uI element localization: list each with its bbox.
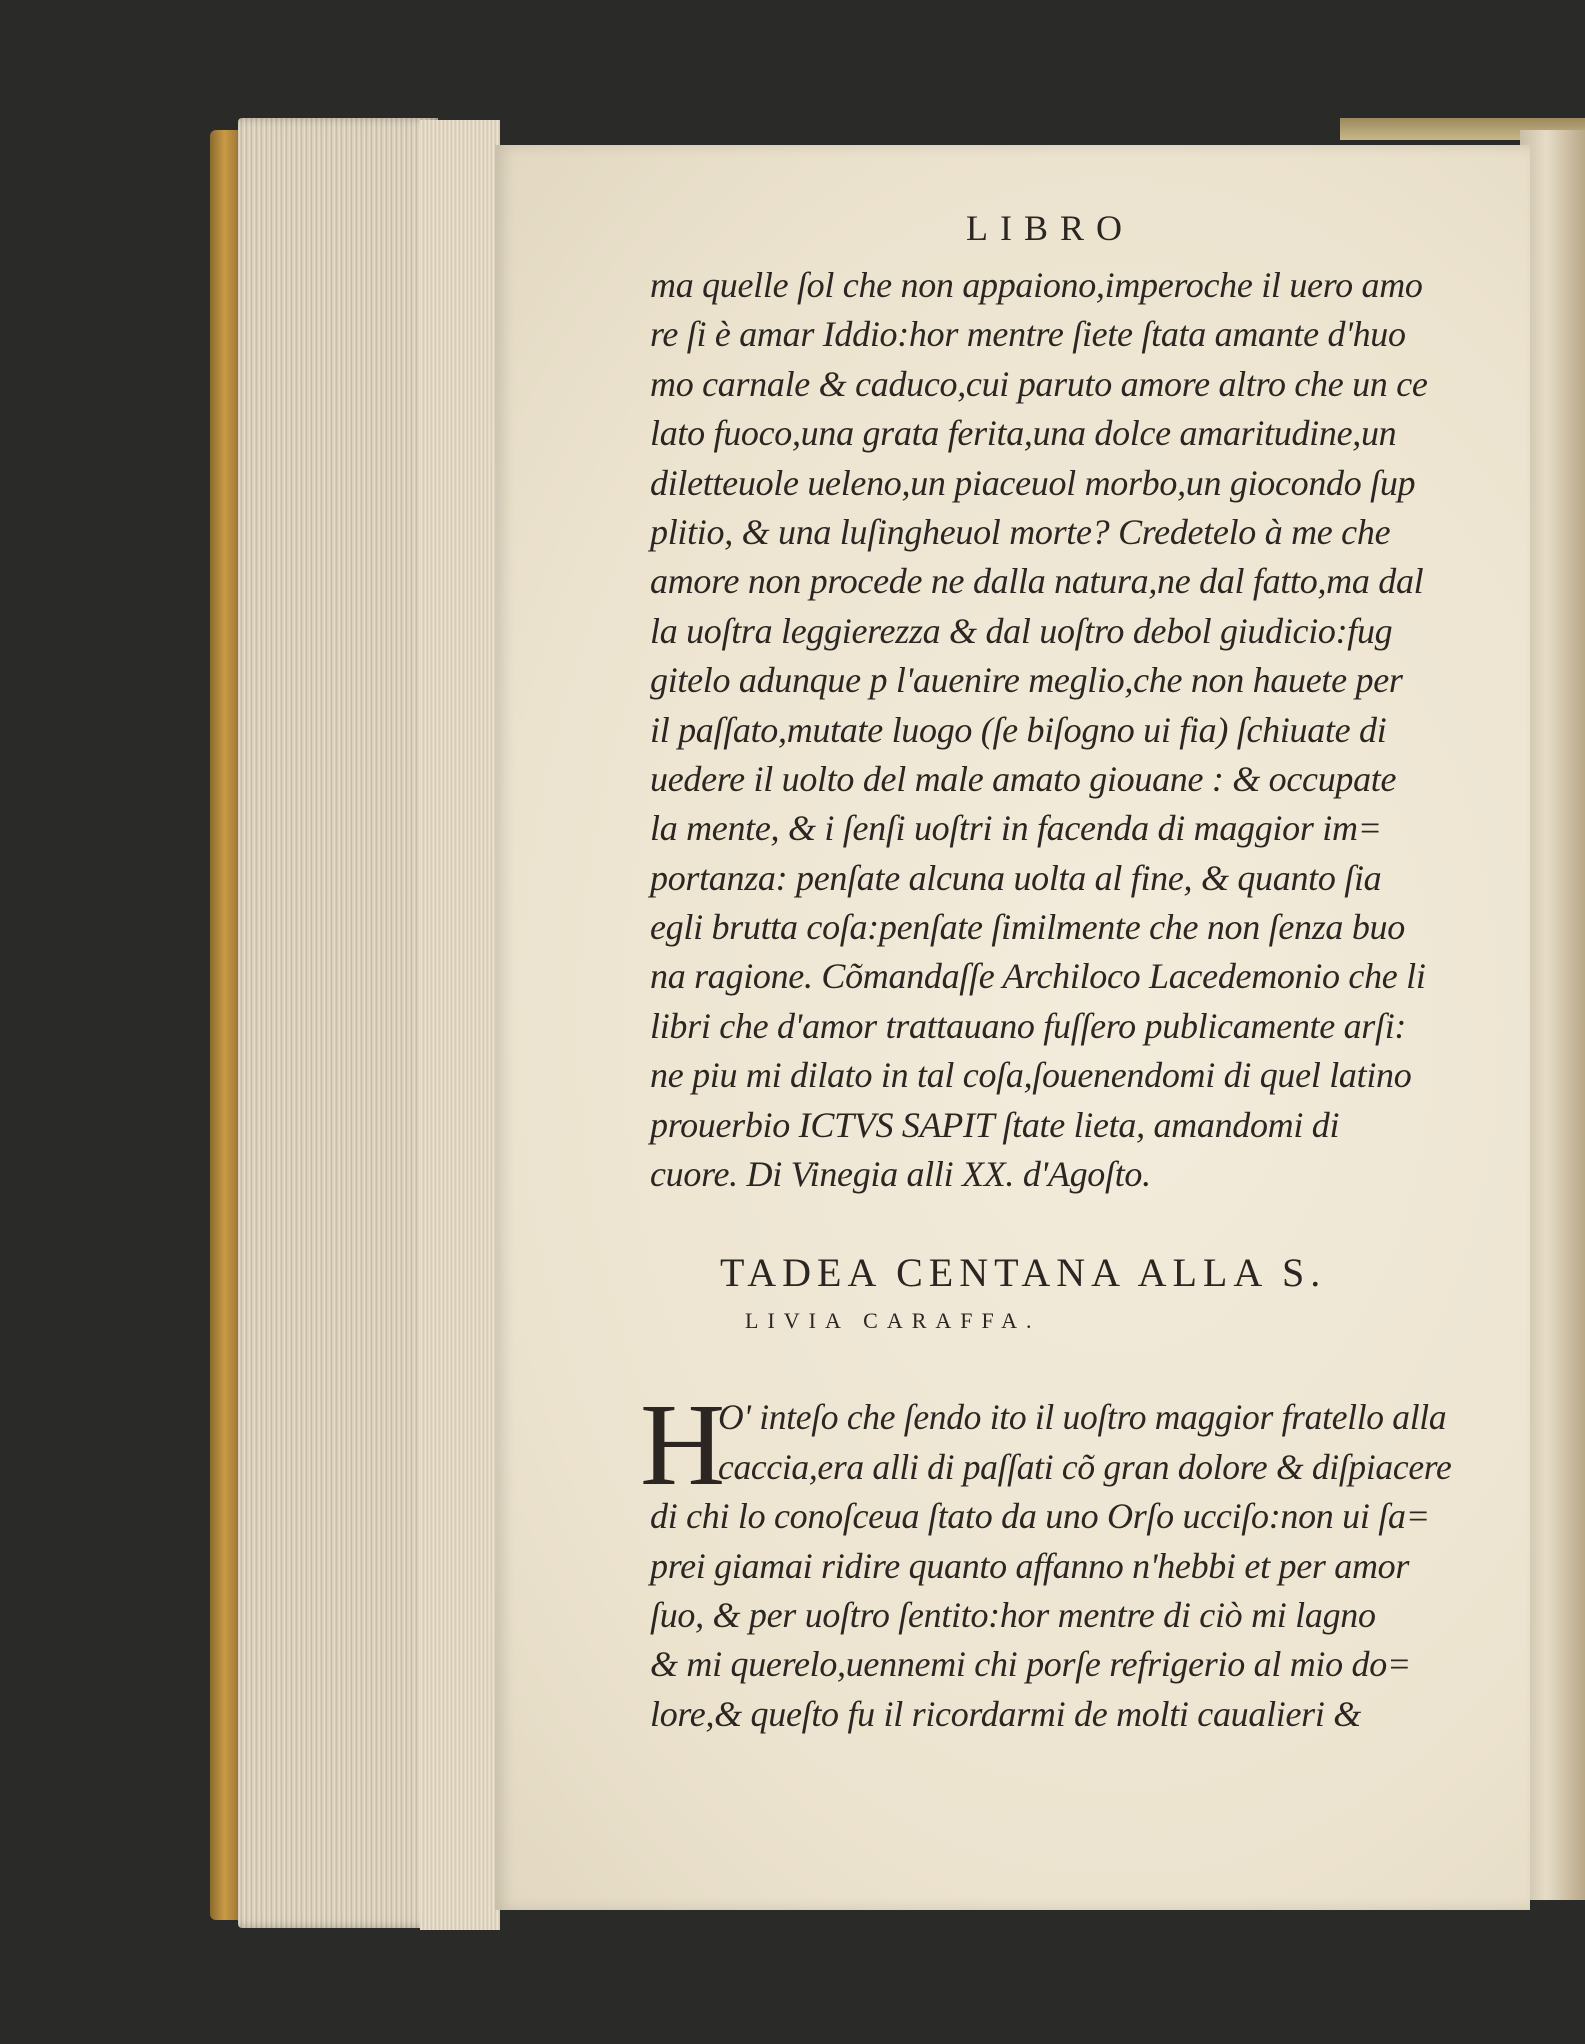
- text-line: prouerbio ICTVS SAPIT ſtate lieta, amandomi di: [650, 1104, 1340, 1145]
- text-line: la mente, & i ſenſi uoſtri in facenda di maggior im=: [650, 808, 1382, 849]
- text-line: re ſi è amar Iddio:hor mentre ſiete ſtata amante d'huo: [650, 314, 1406, 355]
- text-line: di chi lo conoſceua ſtato da uno Orſo ucciſo:non ui ſa=: [650, 1496, 1430, 1537]
- text-line: diletteuole ueleno,un piaceuol morbo,un giocondo ſup: [650, 462, 1416, 503]
- running-head: LIBRO: [966, 208, 1134, 248]
- page-edges-inner: [420, 120, 500, 1930]
- text-line: mo carnale & caduco,cui paruto amore altro che un ce: [650, 363, 1428, 404]
- letter-body: [640, 1379, 1452, 1739]
- text-line: egli brutta coſa:penſate ſimilmente che non ſenza buo: [650, 907, 1405, 948]
- text-line: na ragione. Cõmandaſſe Archiloco Lacedemonio che li: [650, 956, 1426, 997]
- text-line: & mi querelo,uennemi chi porſe refrigerio al mio do=: [650, 1644, 1411, 1685]
- text-line: portanza: penſate alcuna uolta al fine, & quanto ſia: [650, 857, 1382, 898]
- letter-subheading: LIVIA CARAFFA.: [745, 1308, 1041, 1334]
- page-edges-left: [238, 118, 438, 1928]
- paragraph: [650, 261, 1450, 1199]
- text-line: ſuo, & per uoſtro ſentito:hor mentre di ciò mi lagno: [650, 1594, 1376, 1635]
- letter-heading: TADEA CENTANA ALLA S.: [720, 1250, 1327, 1296]
- text-line: prei giamai ridire quanto affanno n'hebbi et per amor: [650, 1545, 1410, 1586]
- text-line: cuore. Di Vinegia alli XX. d'Agoſto.: [650, 1154, 1151, 1195]
- drop-cap: H: [640, 1379, 726, 1511]
- text-line: il paſſato,mutate luogo (ſe biſogno ui fia) ſchiuate di: [650, 709, 1387, 750]
- text-line: amore non procede ne dalla natura,ne dal fatto,ma dal: [650, 561, 1424, 602]
- text-line: caccia,era alli di paſſati cõ gran dolore & diſpiacere: [718, 1446, 1452, 1487]
- text-line: lato fuoco,una grata ferita,una dolce amaritudine,un: [650, 413, 1397, 454]
- text-line: la uoſtra leggierezza & dal uoſtro debol giudicio:fug: [650, 610, 1393, 651]
- text-line: ne piu mi dilato in tal coſa,ſouenendomi di quel latino: [650, 1055, 1412, 1096]
- text-line: O' inteſo che ſendo ito il uoſtro maggior fratello alla: [718, 1397, 1447, 1438]
- text-line: ma quelle ſol che non appaiono,imperoche il uero amo: [650, 265, 1423, 305]
- text-line: lore,& queſto fu il ricordarmi de molti caualieri &: [650, 1693, 1361, 1734]
- page-text: [640, 205, 1452, 1739]
- text-line: libri che d'amor trattauano fuſſero publicamente arſi:: [650, 1005, 1407, 1046]
- book-page: [495, 145, 1530, 1910]
- text-line: uedere il uolto del male amato giouane : & occupate: [650, 758, 1397, 799]
- text-line: plitio, & una luſingheuol morte? Credetelo à me che: [650, 511, 1391, 552]
- text-line: gitelo adunque p l'auenire meglio,che non hauete per: [650, 660, 1403, 701]
